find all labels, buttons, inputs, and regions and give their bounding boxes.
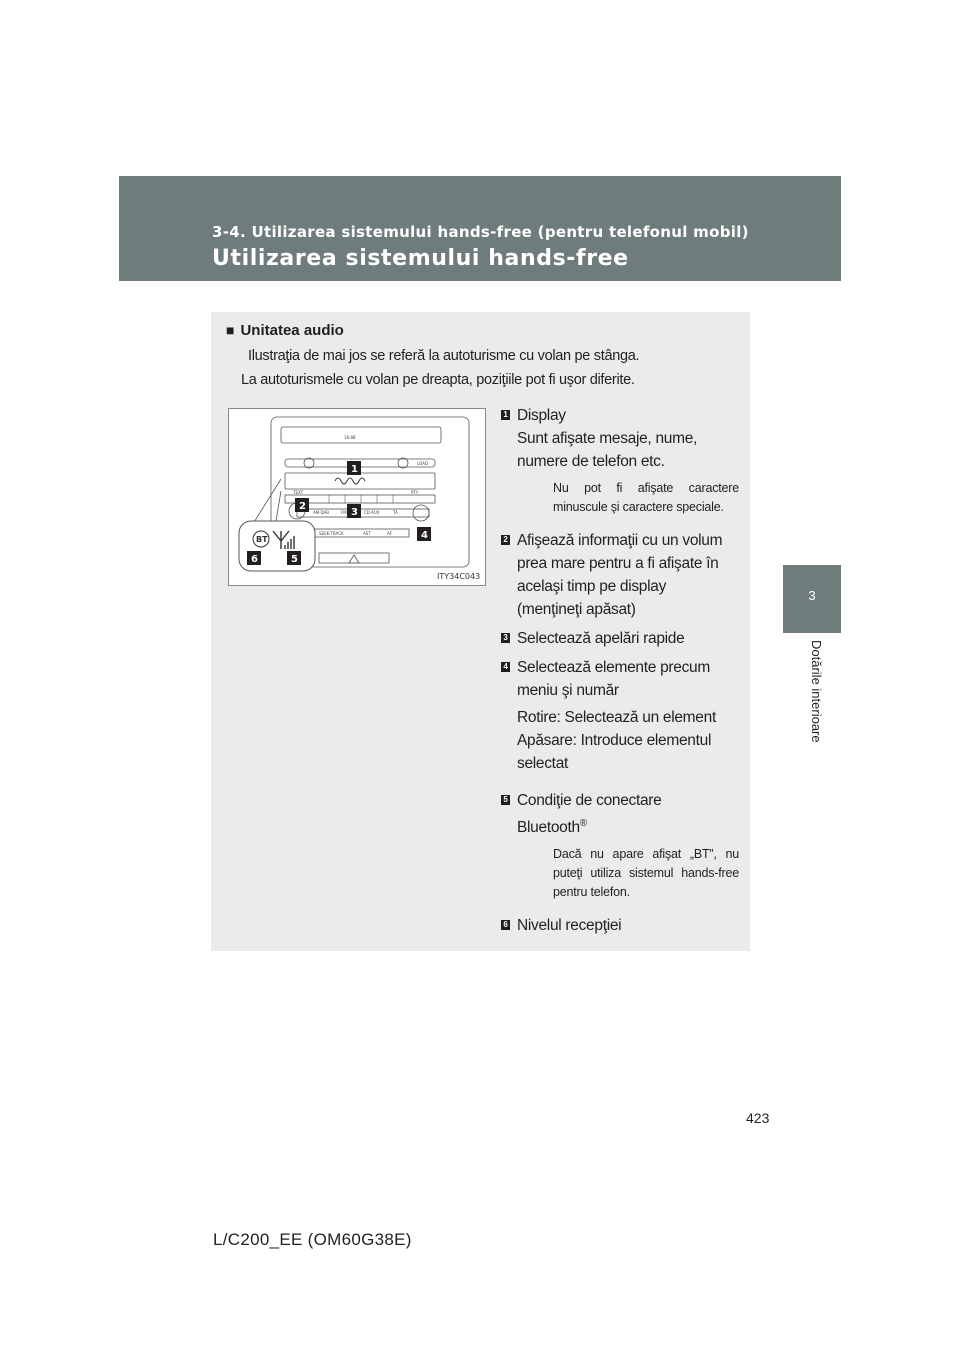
item-5-note: Dacă nu apare afişat „BT”, nu puteţi utiliza sistemul hands-free pentru telefon. [553,847,739,900]
item-line: Nivelul recepţiei [517,917,622,935]
callout-6: 6 [251,554,258,565]
item-number: 3 [501,633,510,643]
audio-unit-illustration [228,408,486,586]
content-box [211,312,750,951]
item-line: numere de telefon etc. [517,453,665,470]
item-line: Selectează apelări rapide [517,630,685,647]
item-line: prea mare pentru a fi afişate în [517,555,719,572]
panel-text: TEXT [293,490,304,495]
item-4 [501,656,739,775]
item-line: Bluetooth [517,819,580,837]
illustration-code: ITY34C043 [437,572,481,581]
item-line: selectat [517,755,569,772]
note-line-1: Ilustraţia de mai jos se referă la autoturisme cu volan pe stânga. [248,348,640,364]
item-5 [501,789,739,839]
item-number: 2 [501,535,510,545]
chapter-tab: 3 [783,565,841,633]
item-2 [501,529,739,621]
square-bullet-icon: ■ [226,322,235,338]
item-3 [501,627,739,650]
item-line: meniu şi număr [517,682,619,699]
callout-1: 1 [351,464,358,475]
registered-mark: ® [579,818,587,829]
item-number: 6 [501,920,510,930]
callout-5: 5 [291,554,298,565]
bt-icon [253,531,269,547]
item-line: Condiţie de conectare [517,792,662,809]
item-line: Apăsare: Introduce elementul [517,732,712,749]
page-number: 423 [746,1110,770,1126]
callout-2: 2 [299,501,306,512]
audio-unit-drawing [229,409,485,585]
item-line: acelaşi timp pe display [517,578,667,595]
page-header [119,176,841,281]
item-line: Display [517,407,566,424]
sub-heading [226,322,344,339]
callout-list [501,404,739,943]
item-line: Sunt afişate mesaje, nume, [517,430,698,447]
sub-heading-text: Unitatea audio [240,322,344,339]
item-1 [501,404,739,473]
item-number: 4 [501,662,510,672]
panel-ta: TA [393,510,398,515]
callout-4: 4 [421,530,428,541]
item-number: 1 [501,410,510,420]
panel-seek: SEEK·TRACK [319,531,344,536]
panel-pty: PTY [411,490,419,495]
page-title: Utilizarea sistemului hands-free [212,246,629,271]
callout-3: 3 [351,507,358,518]
footer-code: L/C200_EE (OM60G38E) [213,1230,412,1249]
panel-cdaux: CD·AUX [364,510,380,515]
panel-load: LOAD [417,461,428,466]
panel-af: AF [387,531,393,536]
panel-fm: FM [341,510,347,515]
item-1-note: Nu pot fi afişate caractere minuscule şi caractere speciale. [553,481,739,514]
bt-icon-text: BT [256,535,268,544]
item-line: Afişează informaţii cu un volum [517,532,723,549]
panel-amdab: AM·DAB [313,510,329,515]
panel-ast: AST [363,531,371,536]
item-number: 5 [501,795,510,805]
chapter-label: Dotările interioare [809,640,824,743]
panel-display-digits: 18:88 [344,435,356,440]
item-line: Rotire: Selectează un element [517,709,716,726]
item-line: (menţineţi apăsat) [517,601,636,618]
item-6 [501,914,739,937]
item-line: Selectează elemente precum [517,659,710,676]
note-line-2: La autoturismele cu volan pe dreapta, poziţiile pot fi uşor diferite. [241,372,635,388]
section-title: 3-4. Utilizarea sistemului hands-free (pentru telefonul mobil) [212,223,749,241]
